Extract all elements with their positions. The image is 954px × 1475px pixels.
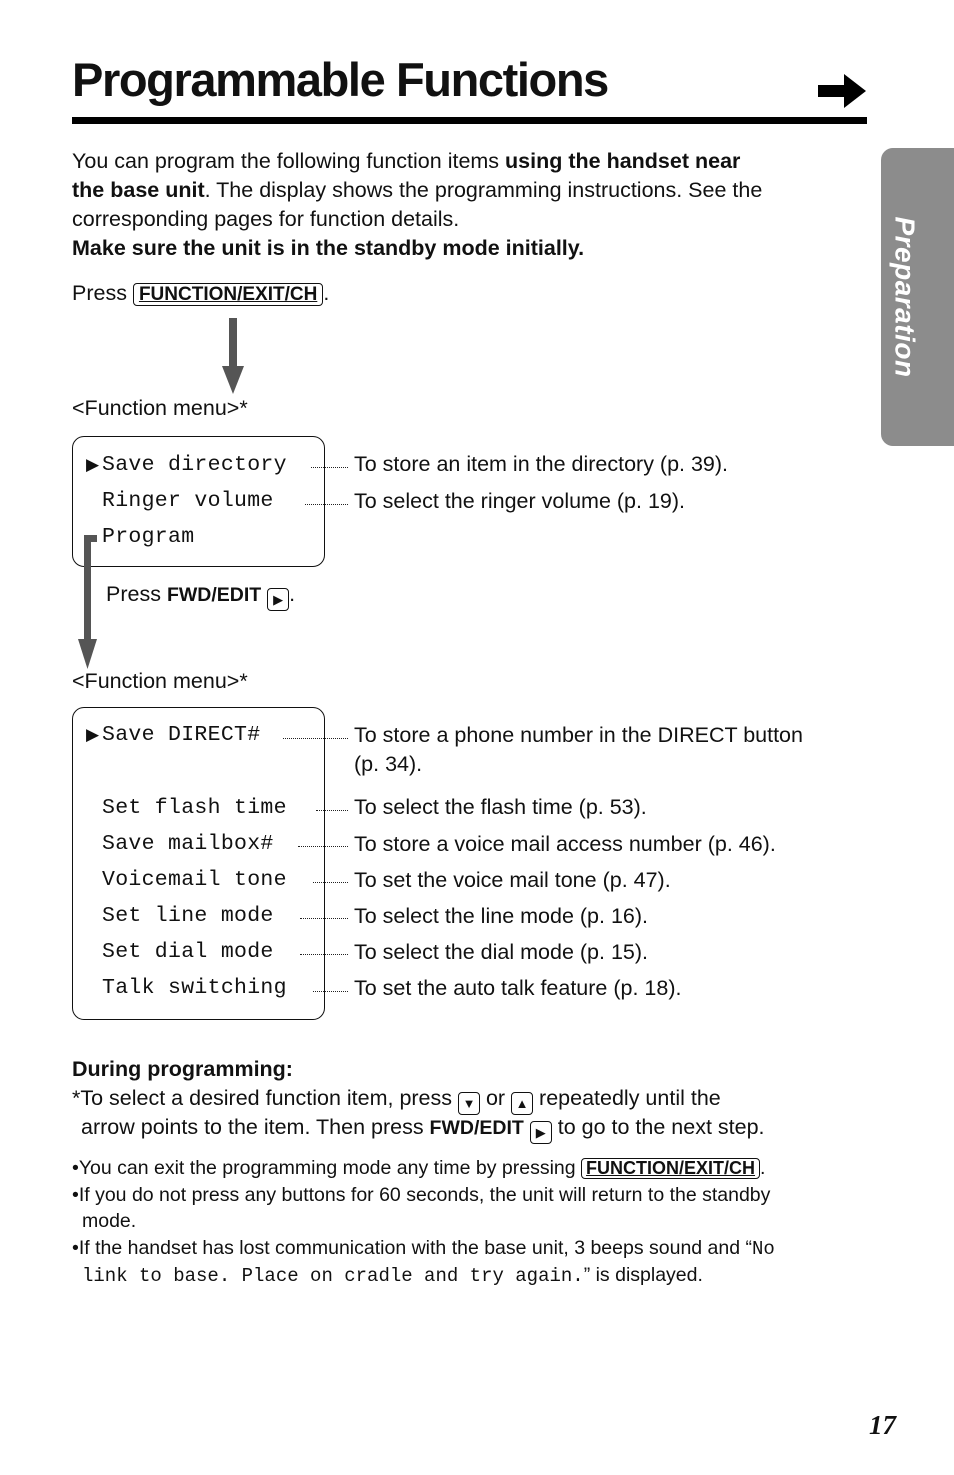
lcd-display-menu-2 [72,707,325,1020]
leader-dots [298,846,348,847]
menu-item-save-directory: Save directory [102,453,287,477]
flow-arrow-down-icon [78,535,100,669]
play-icon: ▶ [267,588,289,611]
description-set-flash-time: To select the flash time (p. 53). [354,795,647,819]
leader-dots [300,918,348,919]
description-set-dial-mode: To select the dial mode (p. 15). [354,940,648,964]
menu-item-program: Program [102,525,195,549]
display-message: link to base. Place on cradle and try again. [82,1265,584,1287]
continue-arrow-icon [818,74,866,108]
menu-pointer-icon: ▶ [86,455,100,475]
intro-line-3: corresponding pages for function details. [72,207,460,231]
standby-note: Make sure the unit is in the standby mode initially. [72,236,585,260]
fwd-edit-key-label: FWD/EDIT [429,1117,524,1139]
during-programming-line-2: arrow points to the item. Then press FWD/EDIT ▶ to go to the next step. [81,1113,765,1144]
description-voicemail-tone: To set the voice mail tone (p. 47). [354,868,671,892]
menu-item-set-dial-mode: Set dial mode [102,940,274,964]
menu-item-set-line-mode: Set line mode [102,904,274,928]
description-save-direct: To store a phone number in the DIRECT button [354,723,803,747]
note-timeout: •If you do not press any buttons for 60 seconds, the unit will return to the standby [72,1184,771,1206]
description-save-direct-cont: (p. 34). [354,752,423,776]
description-set-line-mode: To select the line mode (p. 16). [354,904,648,928]
play-icon: ▶ [530,1121,552,1144]
leader-dots [316,810,348,811]
down-arrow-key-icon: ▼ [458,1092,480,1115]
leader-dots [300,954,348,955]
note-lost-link: •If the handset has lost communication with the base unit, 3 beeps sound and “No [72,1237,775,1260]
menu-item-talk-switching: Talk switching [102,976,287,1000]
bullet: • [72,1157,79,1179]
during-programming-line-1: *To select a desired function item, press ▼ or ▲ repeatedly until the [72,1084,721,1115]
description-save-mailbox: To store a voice mail access number (p. 46). [354,832,776,856]
leader-dots [313,882,348,883]
function-menu-heading: <Function menu>* [72,669,248,693]
section-tab-label: Preparation [890,216,922,378]
function-exit-ch-key: FUNCTION/EXIT/CH [133,283,323,306]
menu-item-ringer-volume: Ringer volume [102,489,274,513]
menu-item-voicemail-tone: Voicemail tone [102,868,287,892]
description-talk-switching: To set the auto talk feature (p. 18). [354,976,682,1000]
function-exit-ch-key: FUNCTION/EXIT/CH [581,1158,760,1179]
intro-line-1: You can program the following function items using the handset near [72,149,741,173]
step-press-function: Press FUNCTION/EXIT/CH . [72,281,330,305]
bullet: • [72,1184,79,1206]
leader-dots [313,991,348,992]
fwd-edit-key-label: FWD/EDIT [166,584,262,606]
function-menu-heading: <Function menu>* [72,396,248,420]
bullet: • [72,1237,79,1259]
menu-item-save-mailbox: Save mailbox# [102,832,274,856]
note-lost-link-cont: link to base. Place on cradle and try again.” is displayed. [82,1264,703,1287]
note-timeout-cont: mode. [82,1210,137,1232]
description-ringer-volume: To select the ringer volume (p. 19). [354,489,686,513]
leader-dots [305,504,348,505]
page-number: 17 [869,1410,896,1440]
leader-dots [311,467,348,468]
menu-item-save-direct: Save DIRECT# [102,723,261,747]
menu-item-set-flash-time: Set flash time [102,796,287,820]
note-exit-programming: •You can exit the programming mode any time by pressing FUNCTION/EXIT/CH . [72,1157,766,1179]
intro-line-2: the base unit. The display shows the programming instructions. See the [72,178,763,202]
title-rule [72,117,867,124]
description-save-directory: To store an item in the directory (p. 39). [354,452,729,476]
step-press-fwd-edit: Press FWD/EDIT ▶ . [106,580,295,611]
page-title: Programmable Functions [72,53,608,106]
menu-pointer-icon: ▶ [86,725,100,745]
leader-dots [283,738,348,739]
up-arrow-key-icon: ▲ [511,1092,533,1115]
during-programming-heading: During programming: [72,1057,293,1081]
flow-arrow-down-icon [220,318,246,394]
